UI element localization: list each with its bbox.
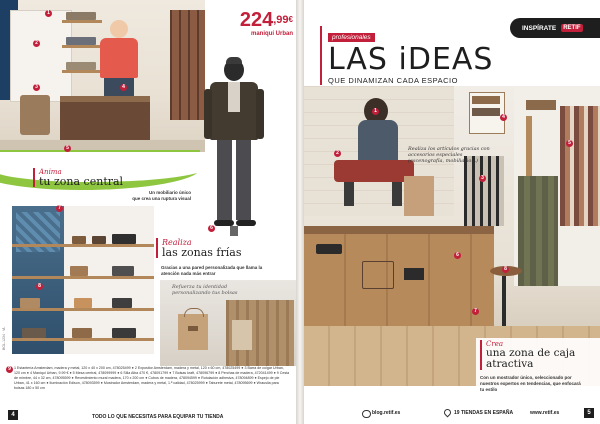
marker-3: 3 [33, 84, 40, 91]
inspirate-label: INSPÍRATE [522, 24, 557, 32]
price-amount: 224 [239, 9, 274, 31]
section3-heading [480, 340, 598, 370]
marker-r2: 2 [334, 150, 341, 157]
blog-link[interactable]: blog.retif.es [372, 410, 401, 416]
section3-description: Con un mostrador único, seleccionado por nuestros expertos en tendencias, que enfocará tu estilo [480, 375, 581, 392]
price-currency: € [288, 15, 293, 24]
section2-description: Gracias a una pared personalizada que llama la atención nada más entrar [161, 265, 263, 276]
vertical-reference: BOL-1234 · VL [2, 326, 6, 350]
stores-count: 19 TIENDAS EN ESPAÑA [454, 410, 514, 416]
marker-4: 4 [120, 84, 127, 91]
price-decimals: 99 [276, 14, 289, 26]
left-page [0, 0, 296, 424]
marker-r8: 8 [502, 266, 509, 273]
eyebrow-label: profesionales [328, 33, 375, 42]
section1-title: tu zona central [39, 175, 124, 188]
retif-logo: RETIF [563, 25, 581, 31]
marker-r4: 4 [500, 114, 507, 121]
right-footer [304, 404, 600, 424]
marker-r3: 3 [479, 175, 486, 182]
right-page [304, 0, 600, 424]
marker-2: 2 [33, 40, 40, 47]
inspirate-badge [510, 18, 600, 38]
section2-script-title: Realiza [162, 238, 192, 247]
section3-script-title: Crea [486, 340, 504, 348]
marker-r1: 1 [372, 108, 379, 115]
section-central-zone [33, 168, 123, 187]
left-footer-text: TODO LO QUE NECESITAS PARA EQUIPAR TU TIENDA [92, 414, 224, 420]
marker-1: 1 [45, 10, 52, 17]
store-photo-top [0, 0, 205, 170]
accessories-note: Realiza los artículos gracias con accesorios especiales (escenografía, mobiliario...) [408, 146, 490, 164]
product-legend: 1 Estantería Amsterdam, madera y metal, 120 x 40 x 200 cm, 478025499 ● 2 Expositor Amsterdam, madera y metal, 120 x 60 cm, 478025499 ● 3 Barra de colgar Urban, 120 cm ● 4 Maniquí Urban, 9.99 € ● 5 Mesa central, 478099999 ● 6 Silla Alba 470 €, 478091799 ● 7 Bolsas kraft, 478096799 ● 8 Perchas de madera, 472041499 ● 9 Cesta de mimbre, 44 x 32 cm, 478095599 ● Revestimiento mural madera, 170 x 200 cm ● Cubos de madera, 478094599 ● Rotulación adhesiva, 478094899 ● Espejo de pie Urban, 41 x 160 cm ● Iluminación Edison, 478093599 ● Mostrador Amsterdam, madera y metal, 1.ª calidad, 478025999 ● Taburete metal, 478095699 ● Wrauslia para bolsas 180 x 50 cm [14, 366, 290, 390]
website-link[interactable]: www.retif.es [530, 410, 560, 416]
marker-r7: 7 [472, 308, 479, 315]
section-cold-zones [156, 238, 241, 258]
section1-description: Un mobiliario único que crea una ruptura visual [132, 190, 191, 201]
main-title: LAS iDEAS [328, 42, 494, 77]
marker-8: 8 [36, 283, 43, 290]
marker-7: 7 [56, 205, 63, 212]
section1-script-title: Anima [39, 168, 62, 176]
marker-6: 6 [208, 225, 215, 232]
location-pin-icon [443, 408, 453, 418]
price-caption: maniquí Urban [250, 31, 293, 37]
section3-title: una zona de caja atractiva [486, 347, 576, 370]
marker-5: 5 [64, 145, 71, 152]
chat-icon [362, 410, 371, 418]
marker-r6: 6 [454, 252, 461, 259]
marker-r5: 5 [566, 140, 573, 147]
store-photo-wall [12, 206, 154, 354]
right-page-number: 5 [584, 408, 594, 418]
mannequin-photo [200, 55, 270, 240]
price-tag: $224^{,99€}$ maniquí Urban [218, 10, 293, 37]
spine [296, 0, 304, 424]
marker-9: 9 [6, 366, 13, 373]
left-page-number: 4 [8, 410, 18, 420]
main-subtitle: QUE DINAMIZAN CADA ESPACIO [328, 76, 458, 85]
bags-note: Refuerza tu identidad personalizando tus bolsas [172, 284, 238, 296]
title-block [320, 26, 493, 85]
section2-title: las zonas frías [162, 246, 242, 259]
